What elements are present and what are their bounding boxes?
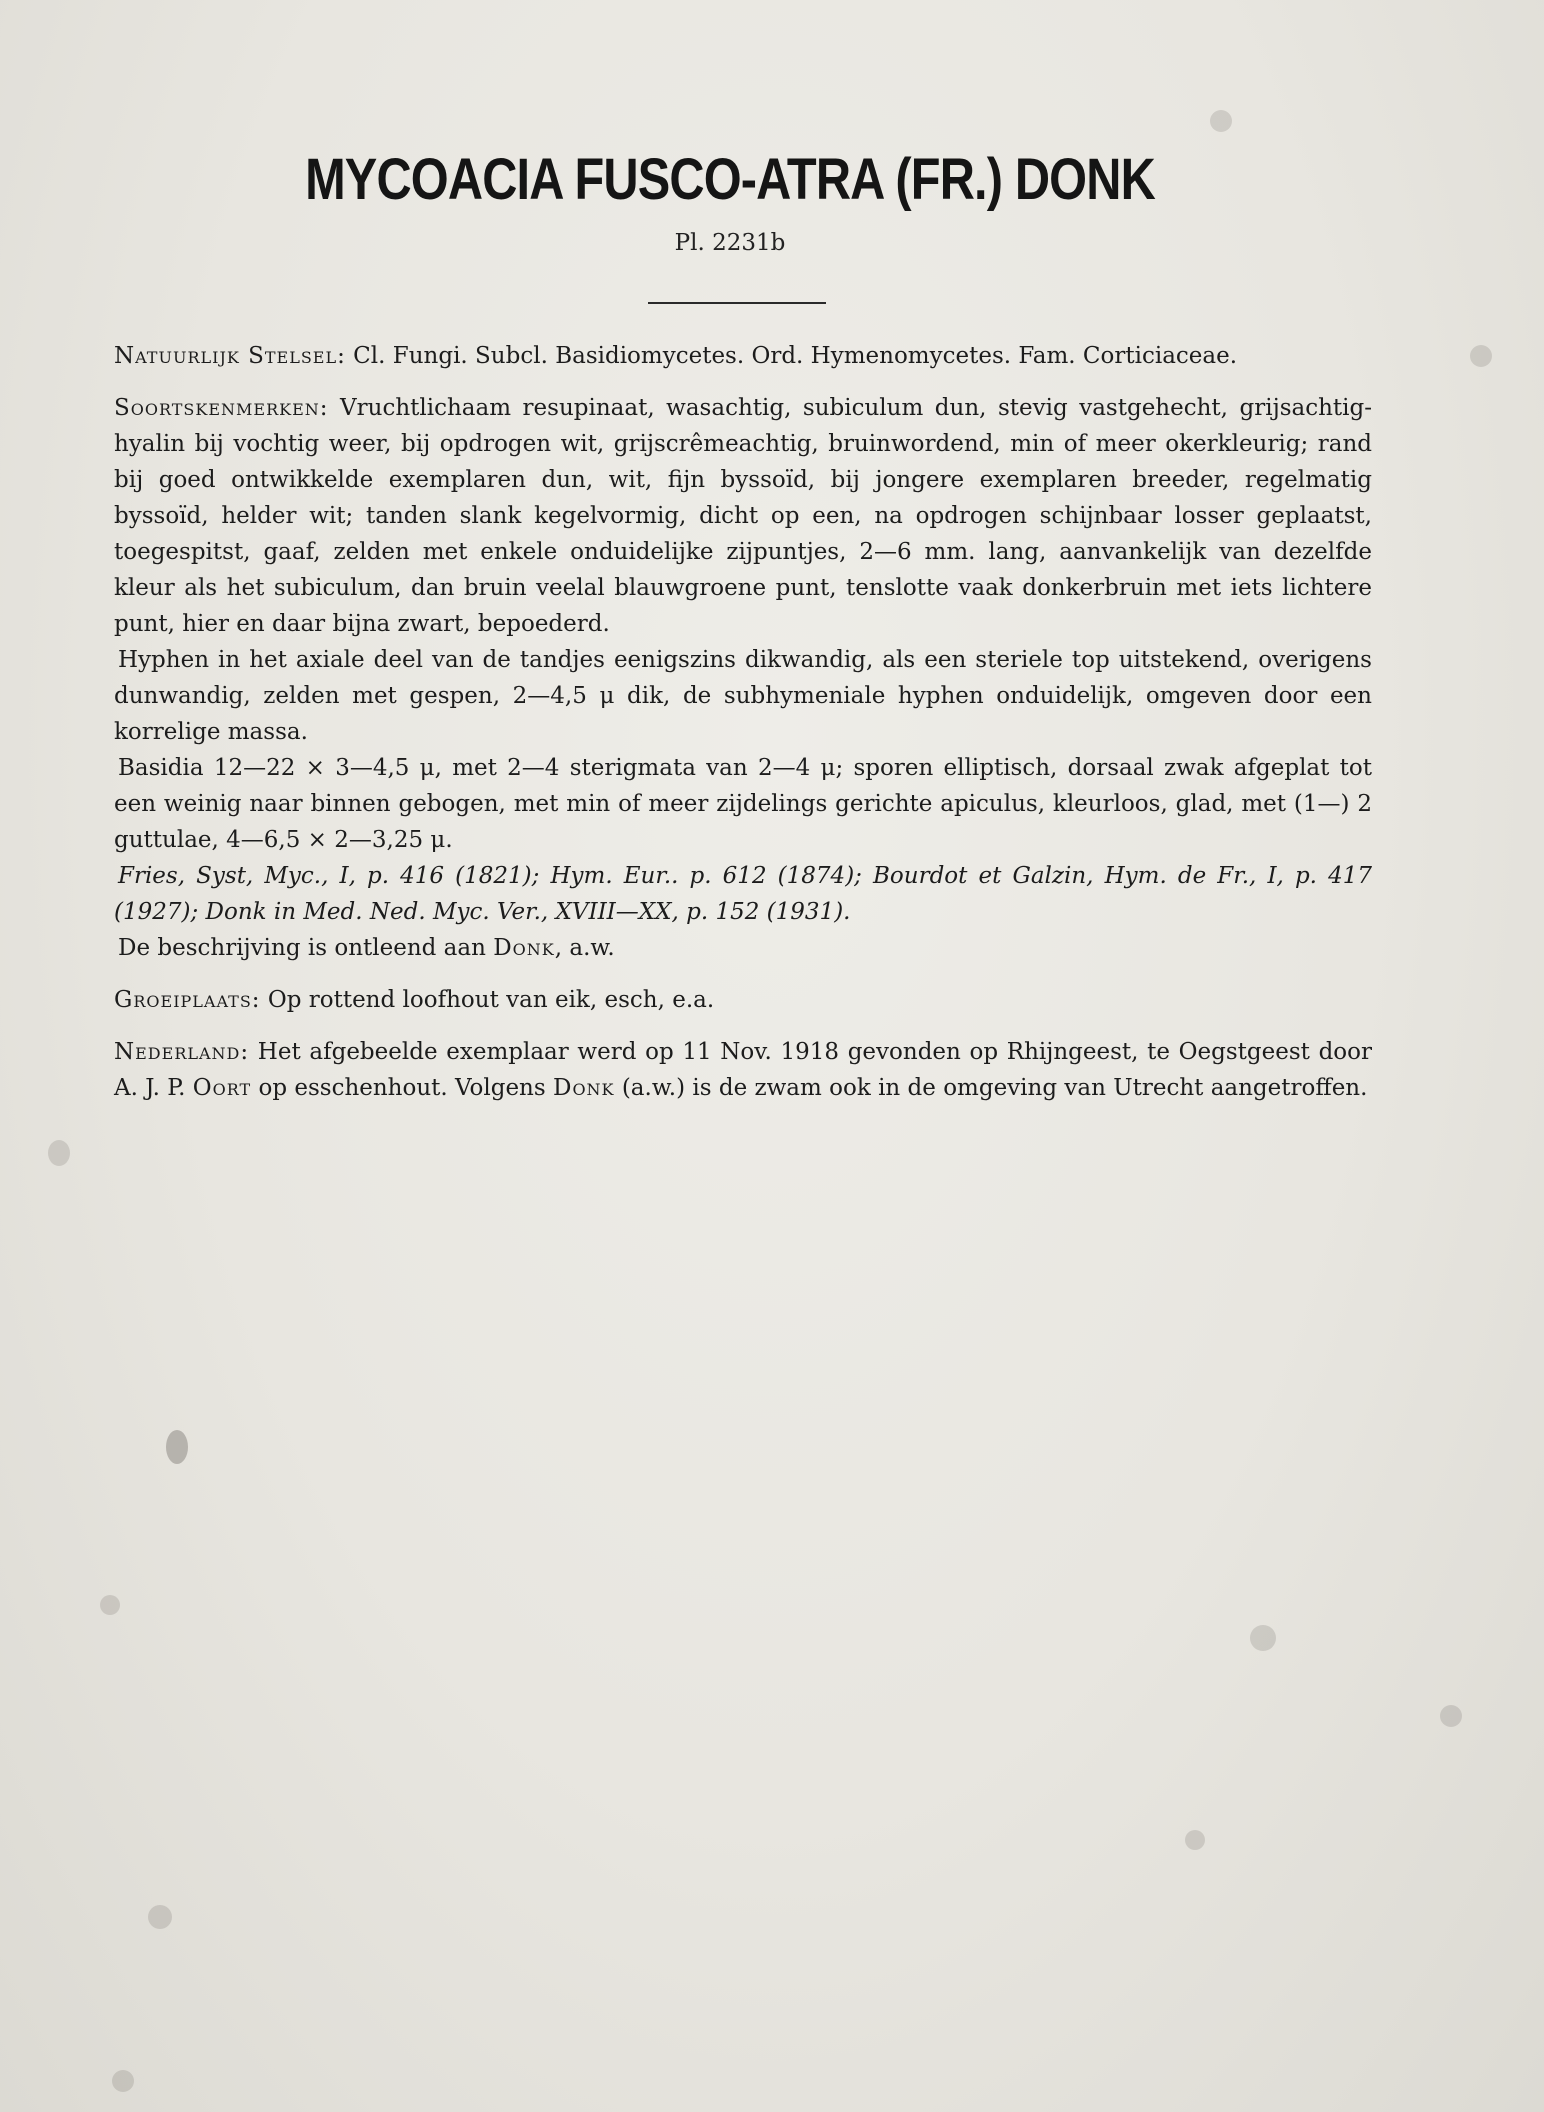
section-label-nederland: Nederland: bbox=[114, 1039, 250, 1065]
paper-spot bbox=[100, 1595, 120, 1615]
beschrijving-text: De beschrijving is ontleend aan bbox=[118, 935, 494, 961]
paper-spot bbox=[112, 2070, 134, 2092]
title-divider bbox=[648, 302, 826, 304]
paper-spot bbox=[148, 1905, 172, 1929]
paragraph-hyphen: Hyphen in het axiale deel van de tandjes eenigszins dikwandig, als een steriele top uitstekend, overigens dunwandig, zelden met gespen, 2—4,5 μ dik, de subhymeniale hyphen onduidelijk, omgeven door een korrelige massa. bbox=[114, 647, 1372, 745]
description-body bbox=[114, 338, 1372, 1106]
author-name-donk: Donk bbox=[493, 935, 555, 961]
paragraph-literature: Fries, Syst, Myc., I, p. 416 (1821); Hym. Eur.. p. 612 (1874); Bourdot et Galzin, Hym. de Fr., I, p. 417 (1927); Donk in Med. Ned. Myc. Ver., XVIII—XX, p. 152 (1931). bbox=[114, 863, 1372, 925]
section-label-stelsel: Natuurlijk Stelsel: bbox=[114, 343, 346, 369]
stelsel-text: Cl. Fungi. Subcl. Basidiomycetes. Ord. Hymenomycetes. Fam. Corticiaceae. bbox=[345, 343, 1238, 369]
paper-spot bbox=[166, 1430, 188, 1464]
paper-spot bbox=[1185, 1830, 1205, 1850]
collector-name-oort: Oort bbox=[192, 1075, 252, 1101]
paragraph-natuurlijk-stelsel bbox=[114, 338, 1372, 374]
paper-spot bbox=[1250, 1625, 1276, 1651]
section-label-groeiplaats: Groeiplaats: bbox=[114, 987, 261, 1013]
section-label-kenmerken: Soortskenmerken: bbox=[114, 395, 329, 421]
paper-spot bbox=[48, 1140, 70, 1166]
author-name-donk-2: Donk bbox=[553, 1075, 615, 1101]
paper-spot bbox=[1470, 345, 1492, 367]
paragraph-nederland bbox=[114, 1034, 1372, 1106]
nederland-text-2: op esschenhout. Volgens bbox=[251, 1075, 553, 1101]
species-title: MYCOACIA FUSCO-ATRA (FR.) DONK bbox=[305, 147, 1155, 212]
paragraph-basidia: Basidia 12—22 × 3—4,5 μ, met 2—4 sterigmata van 2—4 μ; sporen elliptisch, dorsaal zwak afgeplat tot een weinig naar binnen gebogen, met min of meer zijdelings gerichte apiculus, kleurloos, glad, met (1—) 2 guttulae, 4—6,5 × 2—3,25 μ. bbox=[114, 755, 1372, 853]
groeiplaats-text: Op rottend loofhout van eik, esch, e.a. bbox=[260, 987, 715, 1013]
kenmerken-text: Vruchtlichaam resupinaat, wasachtig, subiculum dun, stevig vastgehecht, grijsachtig-hyalin bij vochtig weer, bij opdrogen wit, grijscrêmeachtig, bruinwordend, min of meer okerkleurig; rand bij goed ontwikkelde exemplaren dun, wit, fijn byssoïd, bij jongere exemplaren breeder, regelmatig byssoïd, helder wit; tanden slank kegelvormig, dicht op een, na opdrogen schijnbaar losser geplaatst, toegespitst, gaaf, zelden met enkele onduidelijke zijpuntjes, 2—6 mm. lang, aanvankelijk van dezelfde kleur als het subiculum, dan bruin veelal blauwgroene punt, tenslotte vaak donkerbruin met iets lichtere punt, hier en daar bijna zwart, bepoederd. bbox=[114, 395, 1372, 637]
nederland-text-3: (a.w.) is de zwam ook in de omgeving van Utrecht aangetroffen. bbox=[614, 1075, 1368, 1101]
paragraph-soortskenmerken bbox=[114, 390, 1372, 642]
paper-spot bbox=[1440, 1705, 1462, 1727]
paragraph-groeiplaats bbox=[114, 982, 1372, 1018]
plate-number: Pl. 2231b bbox=[674, 230, 786, 256]
nederland-text-1: Het afgebeelde exemplaar werd op 11 Nov. 1918 gevonden op Rhijngeest, te Oegstgeest door A. J. P. bbox=[114, 1039, 1372, 1101]
paragraph-beschrijving bbox=[114, 930, 1372, 966]
beschrijving-suffix: , a.w. bbox=[554, 935, 615, 961]
paper-spot bbox=[1210, 110, 1232, 132]
